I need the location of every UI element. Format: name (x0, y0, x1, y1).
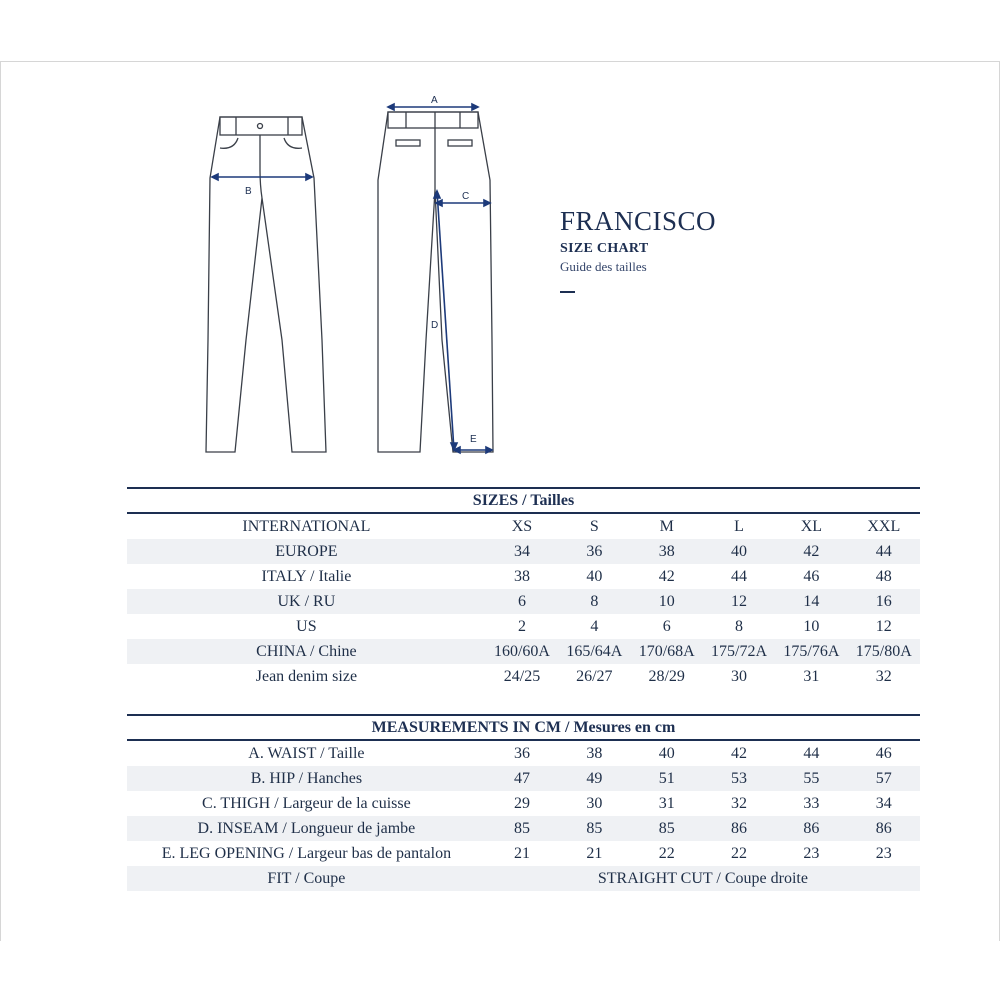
cell: 4 (590, 617, 599, 635)
table-row (127, 589, 920, 614)
row-label: US (296, 617, 317, 635)
label-e: E (470, 434, 477, 445)
title-dash (560, 291, 575, 293)
table-row (127, 564, 920, 589)
label-a: A (431, 95, 438, 106)
row-label: D. INSEAM / Longueur de jambe (127, 816, 486, 841)
front-waistband (220, 117, 302, 135)
fit-label: FIT / Coupe (127, 866, 486, 891)
cell: 16 (848, 589, 920, 614)
cell: 8 (558, 589, 630, 614)
cell: 2 (517, 617, 526, 635)
cell: 21 (586, 844, 603, 862)
cell: 29 (513, 794, 530, 812)
cell: 36 (513, 744, 530, 762)
cell: 42 (731, 744, 748, 762)
size-chart-subtitle: SIZE CHART (560, 241, 649, 256)
table-row (127, 740, 920, 766)
cell: 40 (586, 567, 603, 585)
row-label: Jean denim size (255, 667, 358, 685)
cell: 160/60A (486, 639, 558, 664)
cell: 85 (631, 816, 703, 841)
cell: XS (511, 517, 533, 535)
cell: 31 (803, 667, 820, 685)
cell: 30 (586, 794, 603, 812)
cell: XL (800, 517, 823, 535)
cell: 33 (803, 794, 820, 812)
cell: 86 (775, 816, 847, 841)
cell: 23 (803, 844, 820, 862)
cell: 44 (848, 539, 920, 564)
cell: 12 (703, 589, 775, 614)
table-row (127, 791, 920, 816)
cell: 14 (775, 589, 847, 614)
cell: 175/80A (848, 639, 920, 664)
cell: 55 (775, 766, 847, 791)
table-row (127, 766, 920, 791)
trouser-diagram (190, 90, 520, 470)
front-trouser-outline (206, 117, 326, 452)
cell: 40 (703, 539, 775, 564)
cell: 6 (486, 589, 558, 614)
label-c: C (462, 191, 470, 202)
cell: 12 (875, 617, 892, 635)
cell: S (589, 517, 599, 535)
cell: 34 (486, 539, 558, 564)
cell: 42 (658, 567, 675, 585)
frame-left-border (0, 61, 1, 941)
cell: 22 (658, 844, 675, 862)
cell: 28/29 (648, 667, 685, 685)
cell: 23 (875, 844, 892, 862)
table-row (127, 614, 920, 639)
back-waistband (388, 112, 478, 128)
row-label: ITALY / Italie (261, 567, 352, 585)
cell: 38 (631, 539, 703, 564)
cell: 6 (662, 617, 671, 635)
table-row (127, 539, 920, 564)
size-chart-subtitle-fr: Guide des tailles (560, 259, 647, 274)
measurements-table (127, 714, 920, 891)
table-row (127, 841, 920, 866)
cell: 53 (703, 766, 775, 791)
table-row (127, 513, 920, 539)
sizes-table-header (127, 488, 920, 513)
cell: 86 (703, 816, 775, 841)
cell: 32 (875, 667, 892, 685)
row-label: EUROPE (127, 539, 486, 564)
fit-row (127, 866, 920, 891)
frame-top-border (0, 61, 1000, 62)
row-label: A. WAIST / Taille (248, 744, 365, 762)
cell: 47 (486, 766, 558, 791)
row-label: CHINA / Chine (127, 639, 486, 664)
cell: 85 (486, 816, 558, 841)
cell: XXL (867, 517, 901, 535)
cell: 175/76A (775, 639, 847, 664)
table-row (127, 639, 920, 664)
cell: 85 (558, 816, 630, 841)
cell: 51 (631, 766, 703, 791)
title-block (560, 205, 716, 293)
cell: 175/72A (703, 639, 775, 664)
row-label: E. LEG OPENING / Largeur bas de pantalon (161, 844, 452, 862)
row-label: C. THIGH / Largeur de la cuisse (202, 794, 411, 812)
cell: 38 (513, 567, 530, 585)
table-row (127, 664, 920, 689)
cell: 165/64A (558, 639, 630, 664)
cell: 22 (731, 844, 748, 862)
label-d: D (431, 320, 439, 331)
row-label: B. HIP / Hanches (127, 766, 486, 791)
sizes-table (127, 487, 920, 689)
cell: 36 (558, 539, 630, 564)
fit-value: STRAIGHT CUT / Coupe droite (486, 866, 920, 891)
cell: 26/27 (576, 667, 613, 685)
cell: 24/25 (503, 667, 541, 685)
cell: 10 (803, 617, 820, 635)
cell: 34 (875, 794, 892, 812)
cell: 30 (731, 667, 748, 685)
cell: 32 (731, 794, 748, 812)
cell: 46 (803, 567, 820, 585)
cell: 40 (658, 744, 675, 762)
cell: 49 (558, 766, 630, 791)
label-b: B (245, 186, 252, 197)
cell: 31 (658, 794, 675, 812)
measurements-table-title: MEASUREMENTS IN CM / Mesures en cm (127, 715, 920, 740)
cell: 44 (803, 744, 820, 762)
cell: 42 (775, 539, 847, 564)
measurements-table-header (127, 715, 920, 740)
cell: 46 (875, 744, 892, 762)
cell: 44 (731, 567, 748, 585)
sizes-table-title: SIZES / Tailles (127, 488, 920, 513)
row-label: UK / RU (127, 589, 486, 614)
cell: L (734, 517, 744, 535)
cell: 10 (631, 589, 703, 614)
cell: M (659, 517, 674, 535)
table-row (127, 816, 920, 841)
cell: 21 (513, 844, 530, 862)
cell: 57 (848, 766, 920, 791)
cell: 38 (586, 744, 603, 762)
cell: 86 (848, 816, 920, 841)
cell: 170/68A (631, 639, 703, 664)
product-title: FRANCISCO (560, 206, 717, 236)
cell: 48 (875, 567, 892, 585)
row-label: INTERNATIONAL (242, 517, 371, 535)
cell: 8 (735, 617, 744, 635)
